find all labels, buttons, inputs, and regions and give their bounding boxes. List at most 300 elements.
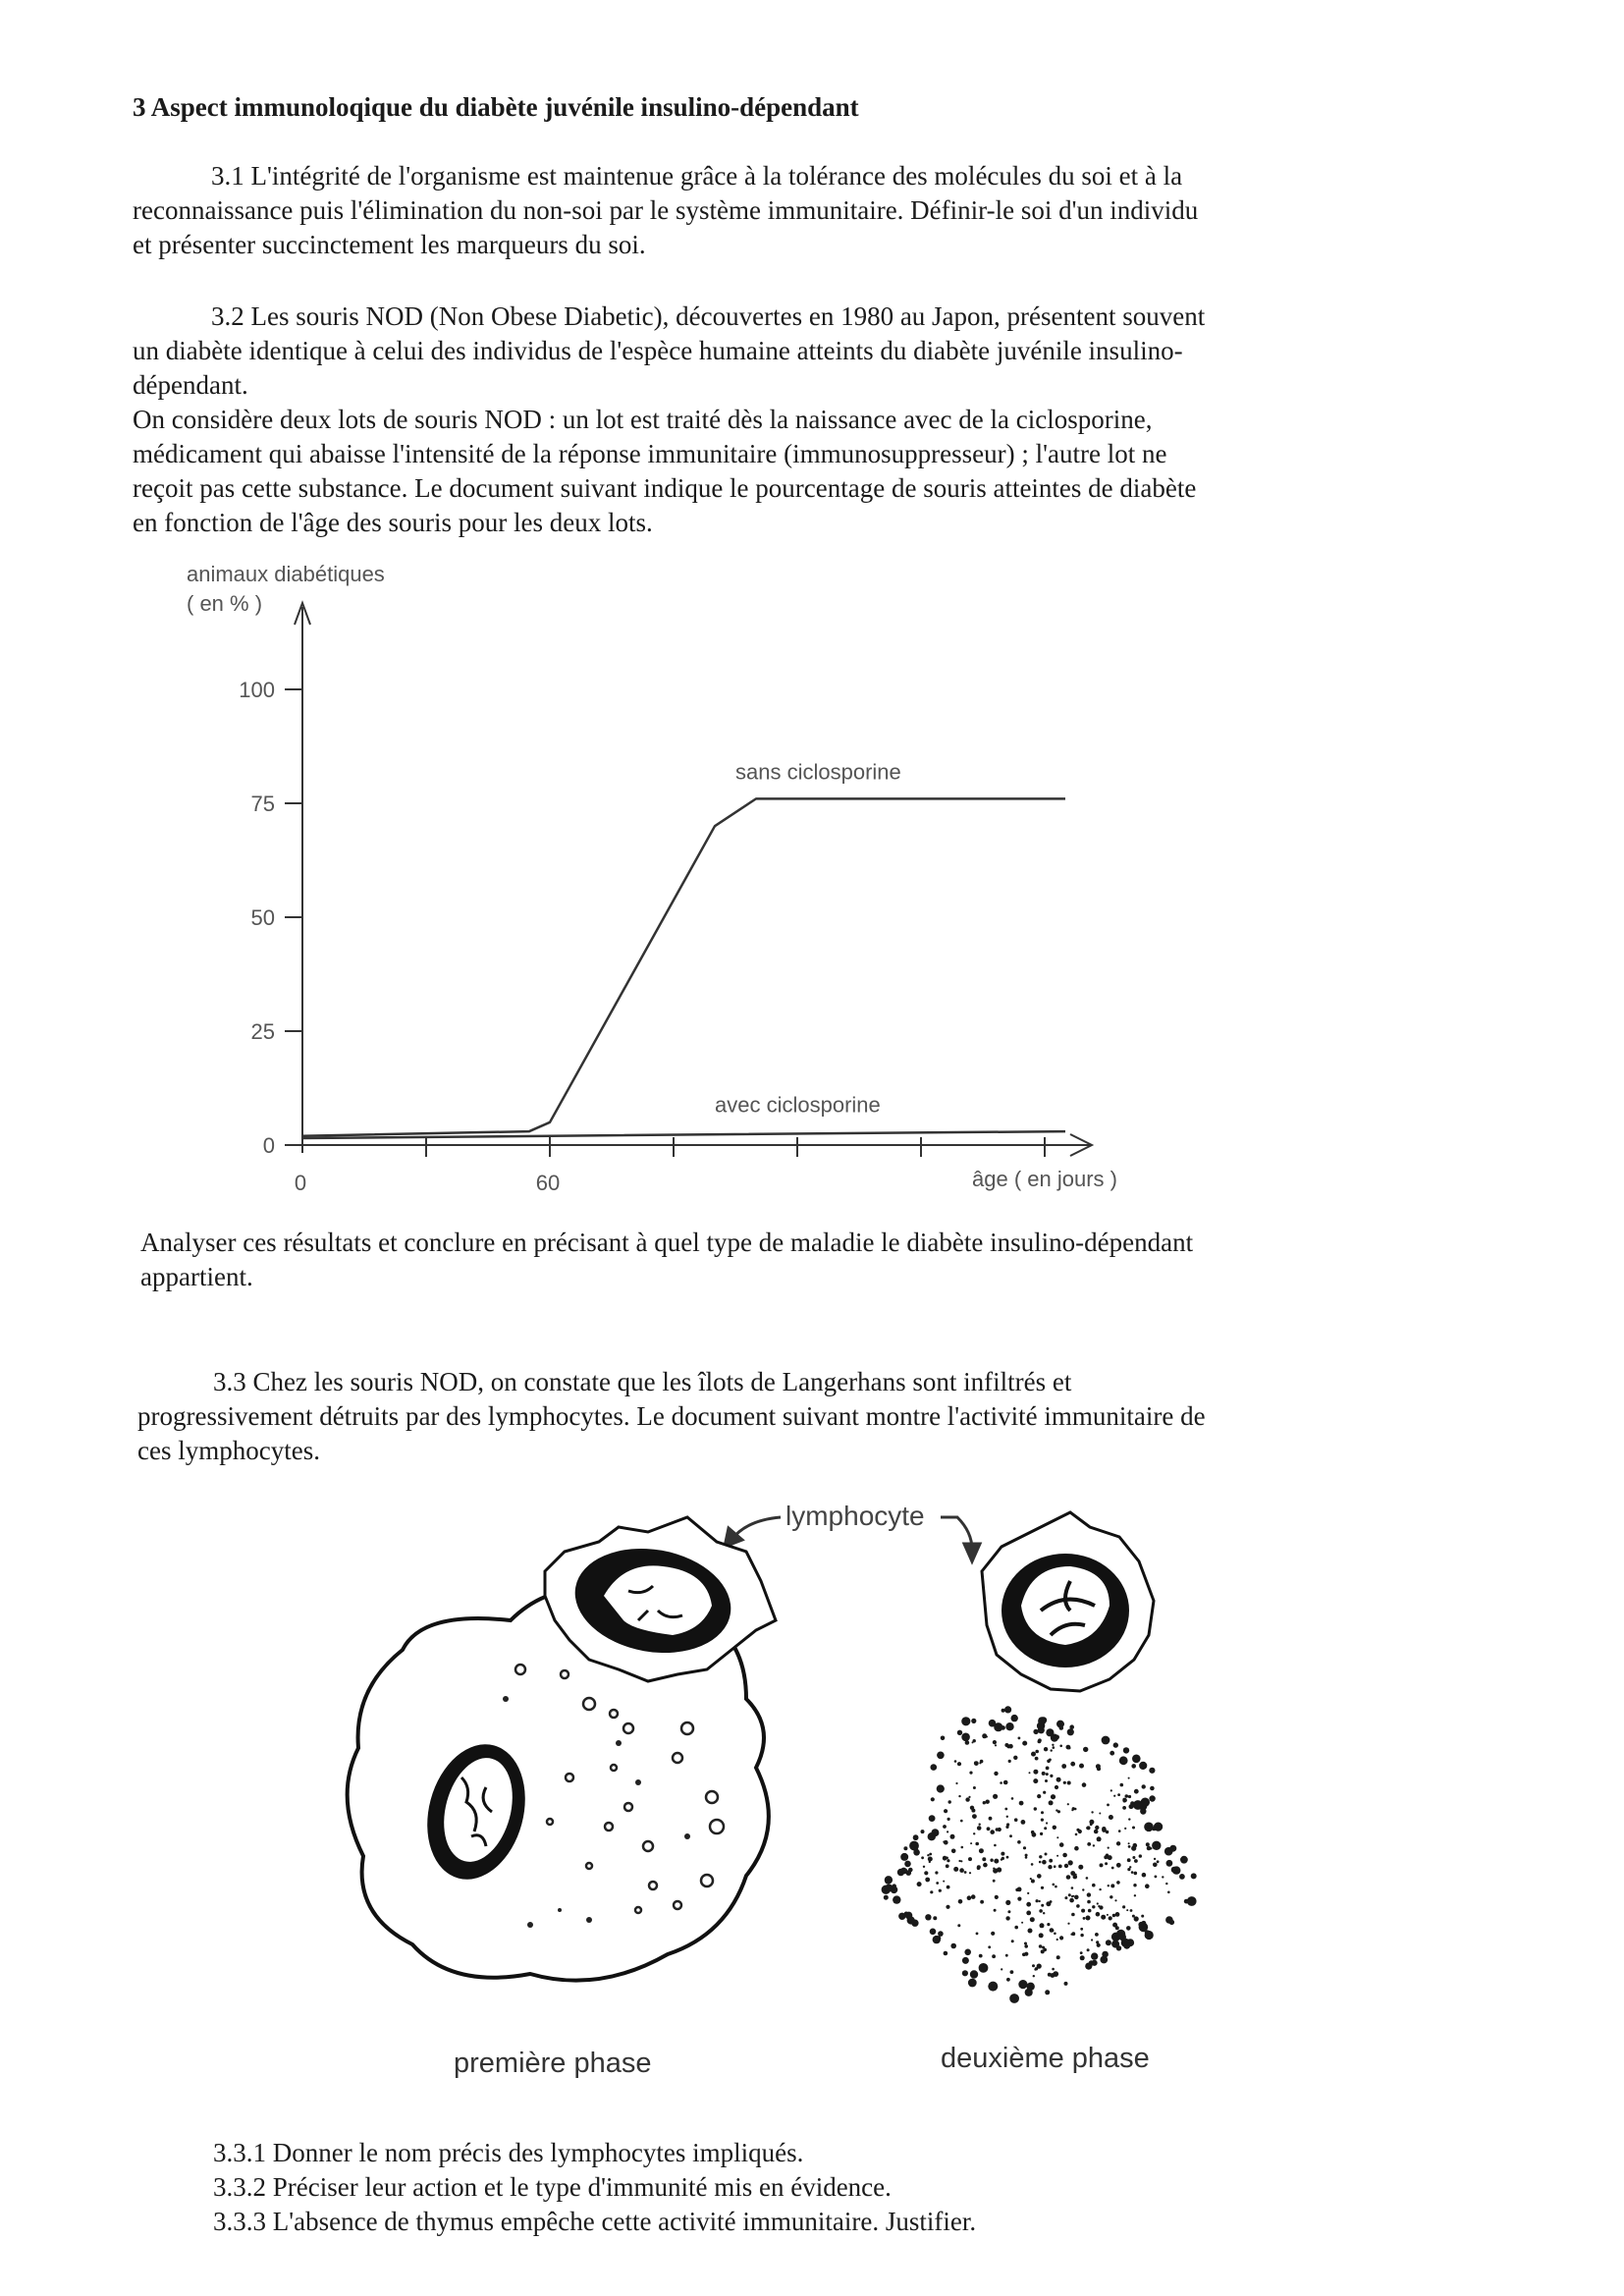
stipple-dot bbox=[1043, 1912, 1045, 1914]
stipple-dot bbox=[993, 1794, 998, 1799]
stipple-dot bbox=[1031, 1863, 1034, 1866]
stipple-dot bbox=[1050, 1775, 1053, 1777]
stipple-dot bbox=[1109, 1815, 1113, 1820]
stipple-dot bbox=[1044, 1747, 1048, 1751]
stipple-dot bbox=[917, 1882, 922, 1886]
stipple-dot bbox=[1157, 1860, 1160, 1863]
q32-line: un diabète identique à celui des individus de l'espèce humaine atteints du diabète juvénile insulino- bbox=[133, 336, 1183, 365]
stipple-dot bbox=[1184, 1899, 1189, 1904]
stipple-dot bbox=[973, 1786, 976, 1789]
stipple-dot bbox=[1010, 1970, 1014, 1974]
stipple-dot bbox=[1018, 1980, 1027, 1989]
stipple-dot bbox=[1096, 1764, 1101, 1769]
stipple-dot bbox=[1126, 1926, 1131, 1931]
stipple-dot bbox=[1042, 1772, 1046, 1776]
stipple-dot bbox=[1133, 1843, 1138, 1848]
stipple-dot bbox=[1071, 1913, 1075, 1917]
stipple-dot bbox=[1139, 1854, 1142, 1857]
q33-line: ces lymphocytes. bbox=[137, 1436, 320, 1465]
stipple-dot bbox=[962, 1957, 969, 1964]
stipple-dot bbox=[958, 1795, 960, 1797]
stipple-dot bbox=[954, 1760, 957, 1763]
stipple-dot bbox=[971, 1894, 976, 1899]
stipple-dot bbox=[1046, 1822, 1048, 1824]
stipple-dot bbox=[1109, 1916, 1112, 1920]
y-tick-label: 50 bbox=[250, 905, 275, 930]
stipple-dot bbox=[1108, 1885, 1110, 1886]
stipple-dot bbox=[1122, 1806, 1126, 1810]
stipple-dot bbox=[980, 1900, 984, 1904]
stipple-dot bbox=[1054, 1933, 1056, 1936]
stipple-dot bbox=[1045, 1853, 1048, 1856]
stipple-dot bbox=[1063, 1781, 1066, 1784]
stipple-dot bbox=[950, 1834, 955, 1839]
stipple-dot bbox=[986, 1800, 990, 1804]
stipple-dot bbox=[971, 1719, 976, 1723]
stipple-dot bbox=[1145, 1884, 1150, 1888]
stipple-dot bbox=[1055, 1785, 1058, 1789]
stipple-dot bbox=[1153, 1863, 1158, 1868]
stipple-dot bbox=[1134, 1859, 1138, 1863]
stipple-dot bbox=[1071, 1886, 1074, 1889]
stipple-dot bbox=[1095, 1826, 1099, 1830]
stipple-dot bbox=[1023, 1846, 1026, 1849]
stipple-dot bbox=[1110, 1895, 1112, 1898]
stipple-dot bbox=[1080, 1928, 1083, 1931]
stipple-dot bbox=[990, 1830, 995, 1834]
stipple-dot bbox=[1038, 1738, 1042, 1742]
stipple-dot bbox=[923, 1866, 925, 1868]
stipple-dot bbox=[1022, 1741, 1027, 1746]
stipple-dot bbox=[1139, 1762, 1147, 1770]
stipple-dot bbox=[1033, 1778, 1038, 1783]
stipple-dot bbox=[997, 1867, 1001, 1872]
stipple-dot bbox=[1046, 1767, 1050, 1771]
stipple-dot bbox=[933, 1936, 941, 1943]
stipple-dot bbox=[953, 1867, 958, 1872]
stipple-dot bbox=[1110, 1884, 1114, 1887]
stipple-dot bbox=[935, 1871, 938, 1874]
stipple-dot bbox=[1087, 1892, 1091, 1896]
stipple-dot bbox=[1009, 1994, 1019, 2003]
stipple-dot bbox=[1125, 1794, 1129, 1798]
stipple-dot bbox=[1008, 1760, 1011, 1763]
stipple-dot bbox=[947, 1886, 950, 1889]
stipple-dot bbox=[961, 1846, 964, 1849]
stipple-dot bbox=[913, 1848, 918, 1853]
stipple-dot bbox=[958, 1899, 963, 1904]
stipple-dot bbox=[995, 1895, 999, 1899]
stipple-dot bbox=[943, 1840, 945, 1842]
x-tick-label: 0 bbox=[294, 1171, 307, 1195]
stipple-dot bbox=[1006, 1978, 1010, 1982]
stipple-dot bbox=[1130, 1801, 1134, 1805]
stipple-dot bbox=[1106, 1940, 1111, 1945]
stipple-dot bbox=[1059, 1745, 1062, 1748]
stipple-dot bbox=[1019, 1801, 1024, 1806]
caption-phase2: deuxième phase bbox=[941, 2043, 1150, 2074]
stipple-dot bbox=[987, 1827, 991, 1831]
stipple-dot bbox=[1132, 1827, 1135, 1830]
stipple-dot bbox=[1017, 1897, 1021, 1901]
stipple-dot bbox=[930, 1929, 937, 1936]
stipple-dot bbox=[924, 1871, 928, 1875]
stipple-dot bbox=[1053, 1971, 1058, 1977]
stipple-dot bbox=[1150, 1786, 1155, 1791]
subquestion-3-3-3: 3.3.3 L'absence de thymus empêche cette activité immunitaire. Justifier. bbox=[213, 2207, 977, 2236]
stipple-dot bbox=[1029, 1772, 1031, 1774]
stipple-dot bbox=[1053, 1746, 1056, 1749]
stipple-dot bbox=[1167, 1891, 1170, 1894]
stipple-dot bbox=[885, 1885, 893, 1892]
stipple-dot bbox=[961, 1733, 970, 1742]
stipple-dot bbox=[957, 1924, 960, 1927]
stipple-dot bbox=[1006, 1816, 1008, 1818]
stipple-dot bbox=[1039, 1855, 1042, 1858]
arrow-left-icon bbox=[725, 1517, 781, 1547]
section-title: 3 Aspect immunoloqique du diabète juvénile insulino-dépendant bbox=[133, 92, 859, 122]
stipple-dot bbox=[1001, 1852, 1004, 1856]
stipple-dot bbox=[1033, 1975, 1035, 1977]
stipple-dot bbox=[1149, 1795, 1155, 1801]
stipple-dot bbox=[1082, 1782, 1087, 1787]
stipple-dot bbox=[1074, 1895, 1079, 1900]
stipple-dot bbox=[938, 1931, 944, 1937]
stipple-dot bbox=[969, 1772, 972, 1775]
stipple-dot bbox=[1099, 1905, 1103, 1909]
q32-line: 3.2 Les souris NOD (Non Obese Diabetic), découvertes en 1980 au Japon, présentent souvent bbox=[211, 301, 1206, 331]
y-tick-label: 0 bbox=[262, 1133, 275, 1158]
stipple-dot bbox=[1154, 1858, 1156, 1860]
q31-line: 3.1 L'intégrité de l'organisme est maintenue grâce à la tolérance des molécules du soi et à la bbox=[211, 161, 1183, 191]
stipple-dot bbox=[1191, 1873, 1197, 1879]
stipple-dot bbox=[1101, 1915, 1106, 1920]
stipple-dot bbox=[1001, 1709, 1005, 1713]
stipple-dot bbox=[983, 1863, 988, 1868]
stipple-dot bbox=[1042, 1860, 1047, 1865]
stipple-dot bbox=[1099, 1888, 1101, 1890]
stipple-dot bbox=[943, 1881, 945, 1883]
stipple-dot bbox=[1172, 1866, 1180, 1874]
stipple-dot bbox=[1099, 1813, 1101, 1815]
stipple-dot bbox=[1096, 1912, 1101, 1917]
stipple-dot bbox=[1040, 1832, 1043, 1835]
stipple-dot bbox=[1152, 1827, 1156, 1831]
q32-line: médicament qui abaisse l'intensité de la réponse immunitaire (immunosuppresseur) ; l'autre lot ne bbox=[133, 439, 1167, 468]
stipple-dot bbox=[903, 1846, 907, 1850]
stipple-dot bbox=[1179, 1874, 1185, 1880]
stipple-dot bbox=[1123, 1942, 1130, 1949]
q33-line: progressivement détruits par des lymphocytes. Le document suivant montre l'activité immunitaire de bbox=[137, 1401, 1206, 1431]
stipple-dot bbox=[1091, 1952, 1098, 1959]
stipple-dot bbox=[1056, 1777, 1061, 1782]
stipple-dot bbox=[931, 1797, 935, 1801]
destroyed-cell-phase2 bbox=[882, 1706, 1197, 2003]
stipple-dot bbox=[941, 1736, 946, 1741]
stipple-dot bbox=[1117, 1793, 1120, 1796]
stipple-dot bbox=[970, 1970, 978, 1978]
stipple-dot bbox=[1087, 1826, 1091, 1830]
x-tick-label: 60 bbox=[535, 1171, 561, 1195]
stipple-dot bbox=[1018, 1737, 1021, 1740]
stipple-dot bbox=[947, 1831, 948, 1832]
stipple-dot bbox=[1058, 1865, 1062, 1869]
stipple-dot bbox=[1051, 1794, 1056, 1799]
stipple-dot bbox=[1024, 1952, 1028, 1956]
stipple-dot bbox=[1097, 1902, 1099, 1904]
stipple-dot bbox=[1132, 1856, 1135, 1859]
stipple-dot bbox=[1128, 1845, 1131, 1848]
stipple-dot bbox=[1124, 1828, 1126, 1830]
stipple-dot bbox=[983, 1801, 986, 1804]
stipple-dot bbox=[1119, 1756, 1128, 1765]
q32-line: reçoit pas cette substance. Le document suivant indique le pourcentage de souris atteintes de diabète bbox=[133, 473, 1197, 503]
stipple-dot bbox=[994, 1859, 999, 1864]
stipple-dot bbox=[1074, 1808, 1077, 1811]
stipple-dot bbox=[972, 1814, 977, 1819]
stipple-dot bbox=[1152, 1841, 1161, 1850]
stipple-dot bbox=[1106, 1854, 1109, 1857]
stipple-dot bbox=[943, 1825, 947, 1829]
stipple-dot bbox=[1110, 1751, 1114, 1756]
stipple-dot bbox=[1051, 1749, 1053, 1751]
stipple-dot bbox=[1047, 1923, 1050, 1926]
stipple-dot bbox=[1146, 1842, 1150, 1846]
stipple-dot bbox=[990, 1859, 993, 1862]
stipple-dot bbox=[1092, 1960, 1098, 1966]
stipple-dot bbox=[1007, 1910, 1010, 1913]
stipple-dot bbox=[957, 1730, 962, 1735]
stipple-dot bbox=[1021, 1820, 1026, 1825]
stipple-dot bbox=[1000, 1781, 1002, 1784]
stipple-dot bbox=[1092, 1905, 1095, 1908]
stipple-dot bbox=[1069, 1724, 1074, 1729]
stipple-dot bbox=[1086, 1916, 1091, 1921]
stipple-dot bbox=[968, 1857, 972, 1861]
stipple-dot bbox=[1005, 1722, 1013, 1730]
stipple-dot bbox=[1068, 1893, 1071, 1896]
stipple-dot bbox=[1046, 1773, 1049, 1776]
stipple-dot bbox=[975, 1842, 979, 1846]
stipple-dot bbox=[1032, 1964, 1035, 1967]
q32-line: On considère deux lots de souris NOD : un lot est traité dès la naissance avec de la ciclosporine, bbox=[133, 405, 1153, 434]
stipple-dot bbox=[1053, 1884, 1056, 1886]
stipple-dot bbox=[1116, 1841, 1120, 1845]
stipple-dot bbox=[1011, 1940, 1014, 1942]
stipple-dot bbox=[1021, 1922, 1023, 1924]
stipple-dot bbox=[1134, 1916, 1139, 1921]
stipple-dot bbox=[1013, 1756, 1017, 1760]
stipple-dot bbox=[970, 1806, 974, 1810]
stipple-dot bbox=[1037, 1874, 1042, 1879]
stipple-dot bbox=[1087, 1842, 1091, 1846]
stipple-dot bbox=[1162, 1876, 1164, 1878]
stipple-dot bbox=[925, 1914, 931, 1920]
stipple-dot bbox=[1067, 1803, 1069, 1805]
stipple-dot bbox=[904, 1912, 908, 1916]
stipple-dot bbox=[1055, 1735, 1059, 1740]
stipple-dot bbox=[921, 1830, 925, 1833]
x-axis-label: âge ( en jours ) bbox=[972, 1167, 1117, 1191]
stipple-dot bbox=[1115, 1926, 1119, 1930]
stipple-dot bbox=[1028, 1929, 1033, 1934]
stipple-dot bbox=[950, 1943, 956, 1949]
stipple-dot bbox=[1040, 1923, 1045, 1928]
stipple-dot bbox=[1128, 1842, 1130, 1844]
stipple-dot bbox=[982, 1733, 987, 1738]
stipple-dot bbox=[979, 1963, 989, 1973]
stipple-dot bbox=[1035, 1757, 1039, 1761]
stipple-dot bbox=[1132, 1755, 1141, 1764]
stipple-dot bbox=[1061, 1764, 1066, 1769]
y-tick-label: 100 bbox=[239, 678, 275, 702]
stipple-dot bbox=[1041, 1904, 1044, 1907]
stipple-dot bbox=[1076, 1904, 1080, 1908]
stipple-dot bbox=[944, 1951, 948, 1956]
stipple-dot bbox=[928, 1857, 933, 1862]
stipple-dot bbox=[1048, 1973, 1052, 1977]
stipple-dot bbox=[885, 1879, 891, 1885]
stipple-dot bbox=[1144, 1823, 1154, 1832]
stipple-dot bbox=[1025, 1989, 1033, 1996]
stipple-dot bbox=[1041, 1819, 1044, 1822]
stipple-dot bbox=[943, 1856, 947, 1860]
stipple-dot bbox=[1059, 1842, 1064, 1847]
stipple-dot bbox=[968, 1796, 970, 1798]
stipple-dot bbox=[1071, 1895, 1073, 1897]
stipple-dot bbox=[1102, 1827, 1106, 1831]
stipple-dot bbox=[1049, 1859, 1053, 1863]
stipple-dot bbox=[1064, 1982, 1068, 1986]
stipple-dot bbox=[1036, 1899, 1039, 1902]
stipple-dot bbox=[1024, 1944, 1028, 1948]
stipple-dot bbox=[989, 1720, 997, 1727]
stipple-dot bbox=[1056, 1855, 1058, 1857]
stipple-dot bbox=[1080, 1951, 1083, 1954]
stipple-dot bbox=[982, 1857, 986, 1861]
stipple-dot bbox=[1102, 1951, 1109, 1958]
stipple-dot bbox=[1056, 1955, 1060, 1959]
stipple-dot bbox=[1127, 1858, 1131, 1862]
stipple-dot bbox=[884, 1895, 889, 1900]
stipple-dot bbox=[1083, 1747, 1088, 1752]
stipple-dot bbox=[1049, 1800, 1054, 1805]
y-axis-label-line1: animaux diabétiques bbox=[187, 562, 385, 586]
stipple-dot bbox=[1169, 1920, 1174, 1925]
stipple-dot bbox=[1075, 1833, 1078, 1836]
stipple-dot bbox=[1067, 1728, 1074, 1735]
stipple-dot bbox=[1087, 1900, 1091, 1904]
stipple-dot bbox=[1118, 1830, 1121, 1832]
stipple-dot bbox=[996, 1828, 1000, 1831]
stipple-dot bbox=[921, 1856, 924, 1859]
stipple-dot bbox=[959, 1868, 964, 1873]
stipple-dot bbox=[1045, 1990, 1050, 1995]
stipple-dot bbox=[1041, 1811, 1044, 1814]
stipple-dot bbox=[904, 1861, 911, 1868]
stipple-dot bbox=[968, 1979, 977, 1988]
stipple-dot bbox=[1111, 1867, 1114, 1870]
stipple-dot bbox=[1039, 1861, 1042, 1864]
y-axis-label-line2: ( en % ) bbox=[187, 591, 263, 616]
stipple-dot bbox=[994, 1909, 997, 1912]
stipple-dot bbox=[900, 1853, 908, 1861]
stipple-dot bbox=[1169, 1845, 1176, 1852]
stipple-dot bbox=[1027, 1892, 1029, 1894]
stipple-dot bbox=[1056, 1939, 1058, 1941]
stipple-dot bbox=[1035, 1750, 1039, 1754]
q31-line: reconnaissance puis l'élimination du non-soi par le système immunitaire. Définir-le soi d'un individu bbox=[133, 195, 1199, 225]
stipple-dot bbox=[1014, 1926, 1018, 1930]
stipple-dot bbox=[958, 1860, 960, 1862]
stipple-dot bbox=[1047, 1760, 1051, 1764]
stipple-dot bbox=[1039, 1933, 1044, 1938]
stipple-dot bbox=[1034, 1807, 1037, 1810]
stipple-dot bbox=[1086, 1877, 1089, 1880]
stipple-dot bbox=[1105, 1862, 1108, 1865]
stipple-dot bbox=[1011, 1715, 1018, 1722]
stipple-dot bbox=[988, 1945, 991, 1948]
stipple-dot bbox=[1155, 1876, 1158, 1879]
stipple-dot bbox=[1004, 1808, 1007, 1811]
stipple-dot bbox=[913, 1834, 919, 1840]
stipple-dot bbox=[1066, 1875, 1071, 1880]
stipple-dot bbox=[928, 1832, 936, 1840]
stipple-dot bbox=[1114, 1899, 1116, 1901]
stipple-dot bbox=[1142, 1784, 1146, 1788]
stipple-dot bbox=[994, 1844, 997, 1847]
stipple-dot bbox=[908, 1868, 913, 1873]
stipple-dot bbox=[927, 1854, 929, 1856]
q32-question-line: appartient. bbox=[140, 1262, 253, 1291]
stipple-dot bbox=[1093, 1844, 1095, 1846]
stipple-dot bbox=[1083, 1917, 1086, 1920]
stipple-dot bbox=[1026, 1902, 1031, 1907]
stipple-dot bbox=[1078, 1830, 1082, 1833]
stipple-dot bbox=[1005, 1900, 1010, 1905]
stipple-dot bbox=[1081, 1909, 1085, 1913]
stipple-dot bbox=[1073, 1875, 1078, 1880]
stipple-dot bbox=[1128, 1777, 1130, 1779]
stipple-dot bbox=[1085, 1963, 1092, 1970]
stipple-dot bbox=[989, 1817, 993, 1821]
stipple-dot bbox=[1001, 1968, 1002, 1970]
stipple-dot bbox=[1126, 1909, 1128, 1911]
stipple-dot bbox=[1115, 1912, 1120, 1917]
stipple-dot bbox=[965, 1797, 969, 1801]
stipple-dot bbox=[1052, 1744, 1054, 1746]
stipple-dot bbox=[980, 1760, 984, 1764]
stipple-dot bbox=[1005, 1916, 1009, 1920]
y-tick-label: 75 bbox=[250, 792, 275, 816]
stipple-dot bbox=[1048, 1865, 1052, 1869]
stipple-dot bbox=[1064, 1896, 1067, 1899]
stipple-dot bbox=[1130, 1909, 1133, 1912]
stipple-dot bbox=[1014, 1818, 1018, 1822]
stipple-dot bbox=[1149, 1768, 1155, 1774]
stipple-dot bbox=[951, 1849, 956, 1854]
stipple-dot bbox=[1110, 1789, 1112, 1791]
stipple-dot bbox=[1087, 1948, 1090, 1951]
stipple-dot bbox=[1113, 1742, 1118, 1747]
stipple-dot bbox=[1165, 1883, 1167, 1885]
stipple-dot bbox=[1037, 1964, 1042, 1969]
stipple-dot bbox=[1108, 1847, 1110, 1849]
stipple-dot bbox=[974, 1761, 979, 1766]
stipple-dot bbox=[907, 1916, 915, 1924]
stipple-dot bbox=[993, 1880, 996, 1883]
stipple-dot bbox=[1039, 1909, 1043, 1913]
